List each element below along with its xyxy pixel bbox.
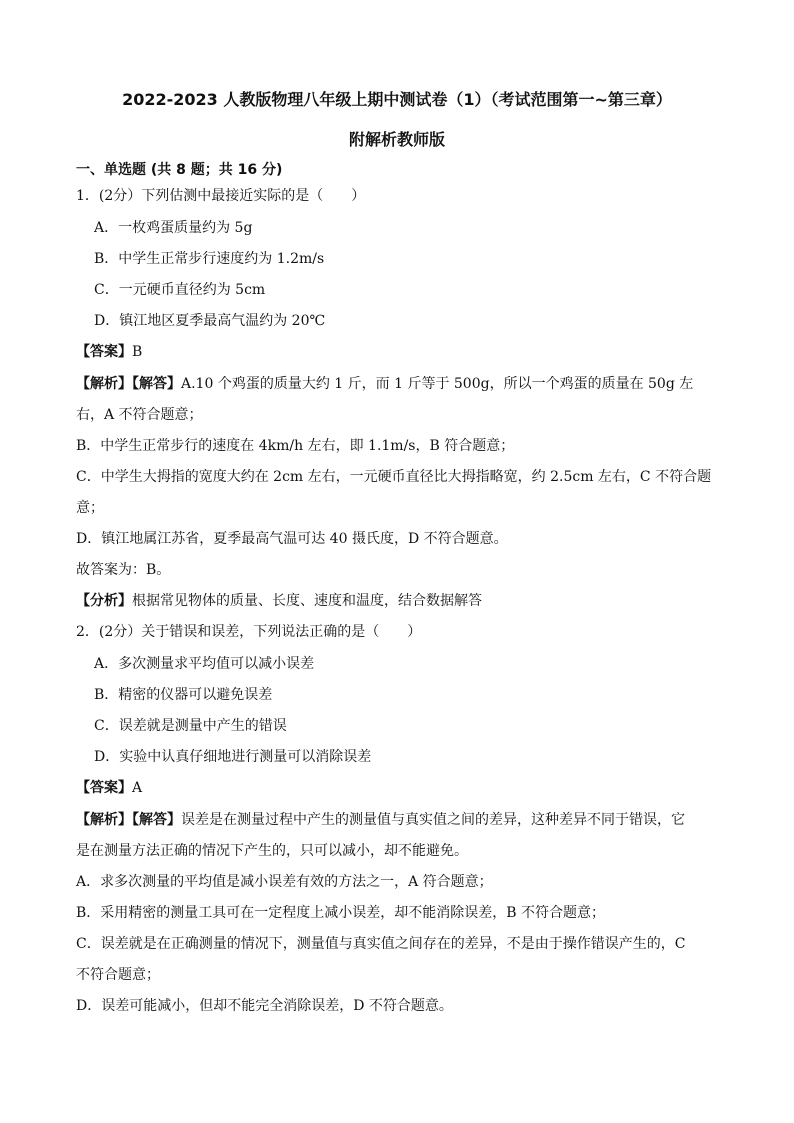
answer-value: B [132,344,143,360]
question-1-analysis-line-7: 故答案为：B。 [76,562,171,578]
question-2-analysis-line-7: D．误差可能减小，但却不能完全消除误差，D 不符合题意。 [76,998,453,1014]
question-1-analysis-line-2: 右，A 不符合题意； [76,407,203,423]
question-1-analysis-line-4: C．中学生大拇指的宽度大约在 2cm 左右，一元硬币直径比大拇指略宽，约 2.5cm 左右，C 不符合题 [76,469,712,485]
document-title-line2: 附解析教师版 [348,130,445,149]
analysis-text: A.10 个鸡蛋的质量大约 1 斤，而 1 斤等于 500g，所以一个鸡蛋的质量在 50g 左 [181,376,694,392]
question-2-option-a: A．多次测量求平均值可以减小误差 [94,656,315,672]
fenxi-tag: 【分析】 [76,593,132,609]
question-1-option-b: B．中学生正常步行速度约为 1.2m/s [94,251,325,267]
section-heading: 一、单选题 (共 8 题；共 16 分) [76,162,283,178]
question-1-stem: 1．(2分）下列估测中最接近实际的是（ ） [76,188,366,204]
question-1-answer [76,342,142,362]
question-1-analysis-line-6: D．镇江地属江苏省，夏季最高气温可达 40 摄氏度，D 不符合题意。 [76,531,508,547]
question-1-analysis-line-1 [76,374,693,394]
question-2-analysis-line-1 [76,810,685,830]
question-1-analysis-line-5: 意； [76,500,104,516]
question-1-analysis-line-3: B．中学生正常步行的速度在 4km/h 左右，即 1.1m/s，B 符合题意； [76,438,515,454]
question-2-option-c: C．误差就是测量中产生的错误 [94,718,287,734]
analysis-tag: 【解析】【解答】 [76,812,181,828]
analysis-text: 误差是在测量过程中产生的测量值与真实值之间的差异，这种差异不同于错误，它 [181,812,685,828]
answer-tag: 【答案】 [76,344,132,360]
document-title-line1: 2022-2023 人教版物理八年级上期中测试卷（1）（考试范围第一~第三章） [122,90,672,109]
analysis-tag: 【解析】【解答】 [76,376,181,392]
question-2-option-d: D．实验中认真仔细地进行测量可以消除误差 [94,749,372,765]
question-2-answer [76,778,142,798]
question-1-option-d: D．镇江地区夏季最高气温约为 20℃ [94,313,326,329]
question-2-analysis-line-6: 不符合题意； [76,967,160,983]
answer-value: A [132,780,143,796]
question-1-option-a: A．一枚鸡蛋质量约为 5g [94,220,253,236]
question-1-fenxi [76,591,482,611]
question-2-analysis-line-3: A．求多次测量的平均值是减小误差有效的方法之一，A 符合题意； [76,874,493,890]
answer-tag: 【答案】 [76,780,132,796]
question-2-option-b: B．精密的仪器可以避免误差 [94,687,273,703]
question-2-analysis-line-5: C．误差就是在正确测量的情况下，测量值与真实值之间存在的差异，不是由于操作错误产生的，C [76,936,686,952]
question-2-stem: 2．(2分）关于错误和误差，下列说法正确的是（ ） [76,624,422,640]
question-2-analysis-line-2: 是在测量方法正确的情况下产生的，只可以减小，却不能避免。 [76,843,468,859]
fenxi-text: 根据常见物体的质量、长度、速度和温度，结合数据解答 [132,593,482,609]
question-1-option-c: C．一元硬币直径约为 5cm [94,282,266,298]
question-2-analysis-line-4: B．采用精密的测量工具可在一定程度上减小误差，却不能消除误差，B 不符合题意； [76,905,606,921]
